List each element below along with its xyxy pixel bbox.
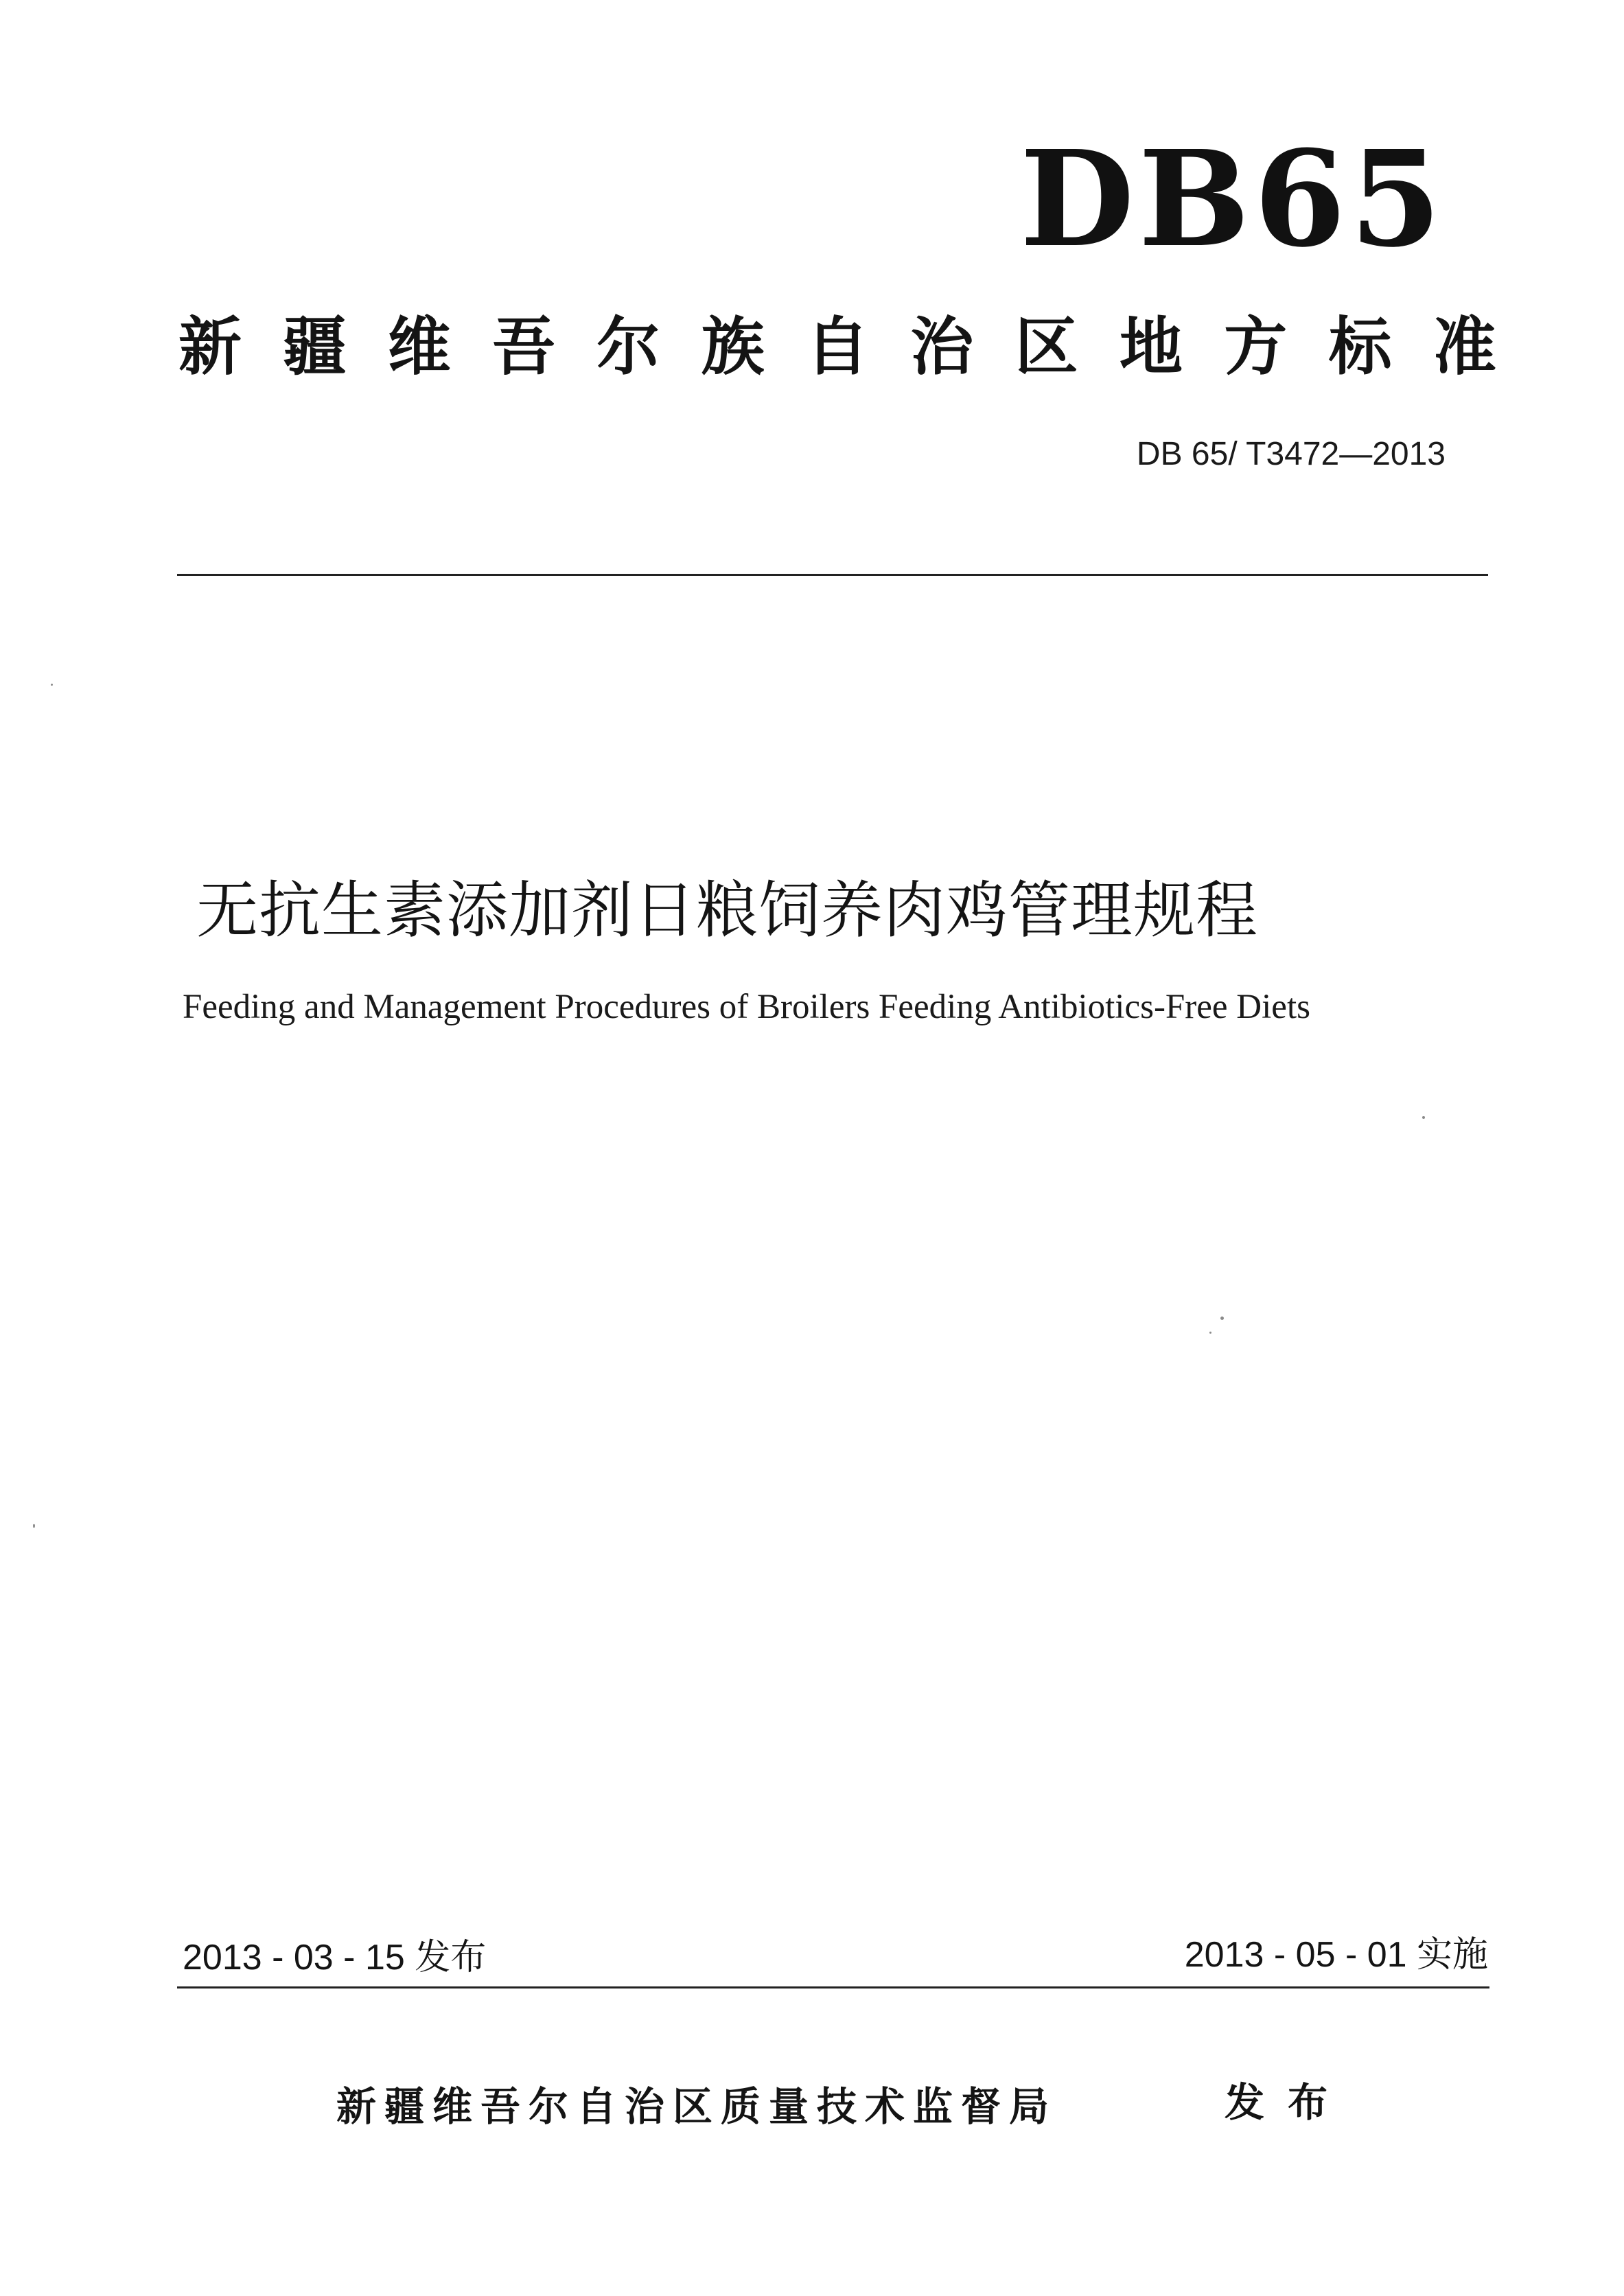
issue-date: 2013 - 03 - 15 发布 (183, 1938, 487, 1978)
standard-type-char: 准 (1432, 310, 1496, 384)
standard-type-char: 吾 (491, 310, 555, 384)
standard-type-char: 新 (178, 310, 242, 384)
standard-number: DB 65/ T3472—2013 (1136, 436, 1446, 472)
standard-type-char: 地 (1119, 310, 1183, 384)
document-title-chinese: 无抗生素添加剂日粮饲养肉鸡管理规程 (196, 874, 1258, 947)
standard-type-char: 治 (910, 310, 974, 384)
standard-type-char: 自 (805, 310, 869, 384)
standard-type-char: 区 (1014, 310, 1078, 384)
document-title-english: Feeding and Management Procedures of Broilers Feeding Antibiotics-Free Diets (183, 988, 1310, 1026)
standard-type-char: 方 (1224, 310, 1288, 384)
issuing-authority: 新疆维吾尔自治区质量技术监督局 (336, 2083, 1058, 2130)
standard-type-char: 疆 (283, 310, 347, 384)
standard-type-heading (178, 310, 1496, 384)
scan-speck (51, 684, 53, 686)
standard-code-mark: DB65 (1020, 122, 1446, 277)
issuing-action: 发布 (1225, 2079, 1352, 2126)
footer-divider (177, 1986, 1489, 1988)
standard-type-char: 维 (387, 310, 451, 384)
standard-type-char: 标 (1328, 310, 1392, 384)
scan-speck (33, 1524, 35, 1528)
scan-speck (1220, 1317, 1224, 1320)
scan-speck (1422, 1116, 1425, 1119)
standard-type-char: 族 (701, 310, 765, 384)
implementation-date: 2013 - 05 - 01 实施 (1184, 1935, 1488, 1975)
header-divider (177, 574, 1488, 576)
standard-type-char: 尔 (596, 310, 660, 384)
scan-speck (1209, 1332, 1211, 1334)
